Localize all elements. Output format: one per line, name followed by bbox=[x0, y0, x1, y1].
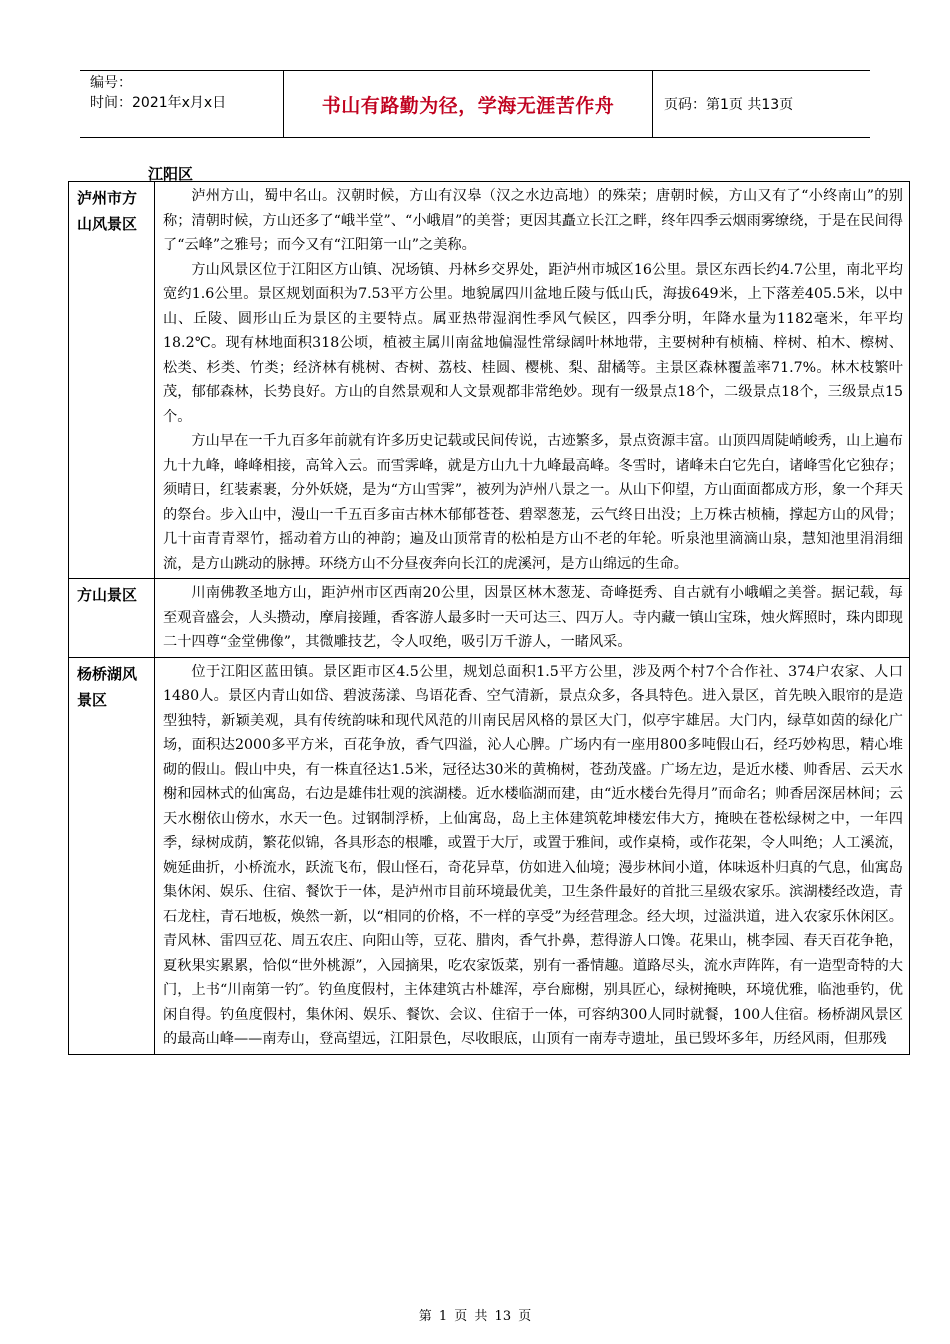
table-row bbox=[69, 579, 910, 658]
header-motto: 书山有路勤为径，学海无涯苦作舟 bbox=[321, 94, 615, 117]
document-date: 时间：2021年x月x日 bbox=[90, 95, 227, 111]
header-page-info: 页码：第1页 共13页 bbox=[664, 97, 794, 113]
paragraph: 川南佛教圣地方山，距泸州市区西南20公里，因景区林木葱茏、奇峰挺秀、自古就有小峨嵋之美誉。据记载，每至观音盛会，人头攒动，摩肩接踵，香客游人最多时一天可达三、四万人。寺内藏一镇山宝珠，烛火辉照时，珠内即现二十四尊“金堂佛像”，其微雕技艺，令人叹绝，吸引万千游人，一睹风采。 bbox=[163, 585, 903, 650]
row-label: 方山景区 bbox=[69, 579, 155, 658]
page-footer: 第 1 页 共 13 页 bbox=[418, 1309, 532, 1324]
paragraph: 位于江阳区蓝田镇。景区距市区4.5公里，规划总面积1.5平方公里，涉及两个村7个合作社、374户农家、人口1480人。景区内青山如岱、碧波荡漾、鸟语花香、空气清新，景点众多，各具特色。进入景区，首先映入眼帘的是造型独特，新颖美观，具有传统韵味和现代风范的川南民居风格的景区大门，似亭宇雄居。大门内，绿草如茵的绿化广场，面积达2000多平方米，百花争放，香气四溢，沁人心脾。广场内有一座用800多吨假山石，经巧妙构思，精心堆砌的假山。假山中央，有一株直径达1.5米，冠径达30米的黄桷树，苍劲茂盛。广场左边，是近水楼、帅香居、云天水榭和园林式的仙寓岛，右边是雄伟壮观的滨湖楼。近水楼临湖而建，由“近水楼台先得月”而命名；帅香居深居林间；云天水榭依山傍水，水天一色。过钢制浮桥，上仙寓岛，岛上主体建筑乾坤楼宏伟大方，掩映在苍松绿树之中，一年四季，绿树成荫，繁花似锦，各具形态的根雕，或置于大厅，或置于雅间，或作桌椅，或作花架，令人叫绝；人工溪流，婉延曲折，小桥流水，跃流飞布，假山怪石，奇花异草，仿如进入仙境；漫步林间小道，体味返朴归真的气息，仙寓岛集休闲、娱乐、住宿、餐饮于一体，是泸州市目前环境最优美，卫生条件最好的首批三星级农家乐。滨湖楼经改造，青石龙柱，青石地板，焕然一新，以“相同的价格，不一样的享受”为经营理念。经大坝，过溢洪道，进入农家乐休闲区。青风林、雷四豆花、周五农庄、向阳山等，豆花、腊肉，香气扑鼻，惹得游人口馋。花果山，桃李园、春天百花争艳，夏秋果实累累，恰似“世外桃源”，入园摘果，吃农家饭菜，别有一番情趣。道路尽头，流水声阵阵，有一造型奇特的大门，上书“川南第一钓″。钓鱼度假村，主体建筑古朴雄浑，亭台廊榭，别具匠心，绿树掩映，环境优雅，临池垂钓，优闲自得。钓鱼度假村，集休闲、娱乐、餐饮、会议、住宿于一体，可容纳300人同时就餐，100人住宿。杨桥湖风景区的最高山峰——南寿山，登高望远，江阳景色，尽收眼底，山顶有一南寿寺遗址，虽已毁坏多年，历经风雨，但那残 bbox=[163, 663, 903, 1047]
page-header bbox=[80, 70, 870, 138]
table-row bbox=[69, 182, 910, 579]
row-content bbox=[155, 579, 910, 658]
row-label: 杨桥湖风景区 bbox=[69, 657, 155, 1054]
document-number: 编号： bbox=[90, 75, 132, 91]
header-meta bbox=[90, 73, 280, 113]
row-content bbox=[155, 657, 910, 1054]
row-content bbox=[155, 182, 910, 579]
paragraph: 方山早在一千九百多年前就有许多历史记载或民间传说，古迹繁多，景点资源丰富。山顶四周陡峭峻秀，山上遍布九十九峰，峰峰相接，高耸入云。而雪霁峰，就是方山九十九峰最高峰。冬雪时，诸峰未白它先白，诸峰雪化它独存；须晴日，红装素裹，分外妖娆，是为“方山雪霁”，被列为泸州八景之一。从山下仰望，方山面面都成方形，象一个拜天的祭台。步入山中，漫山一千五百多亩古林木郁郁苍苍、碧翠葱茏，云气终日出没；上万株古桢楠，撑起方山的风骨；几十亩青青翠竹，摇动着方山的神韵；遍及山顶常青的松柏是方山不老的年轮。听泉池里滴滴山泉，慧知池里涓涓细流，是方山跳动的脉搏。环绕方山不分昼夜奔向长江的虎溪河，是方山绵远的生命。 bbox=[163, 433, 903, 572]
row-label: 泸州市方山风景区 bbox=[69, 182, 155, 579]
scenic-spots-table bbox=[68, 181, 910, 1055]
table-row bbox=[69, 657, 910, 1054]
header-divider bbox=[652, 71, 653, 137]
paragraph: 泸州方山，蜀中名山。汉朝时候，方山有汉皋（汉之水边高地）的殊荣；唐朝时候，方山又有了“小终南山”的别称；清朝时候，方山还多了“峨半堂”、“小峨眉”的美誉；更因其矗立长江之畔，终年四季云烟雨雾缭绕，于是在民间得了“云峰”之雅号；而今又有“江阳第一山”之美称。 bbox=[163, 188, 903, 253]
paragraph: 方山风景区位于江阳区方山镇、况场镇、丹林乡交界处，距泸州市城区16公里。景区东西长约4.7公里，南北平均宽约1.6公里。景区规划面积为7.53平方公里。地貌属四川盆地丘陵与低山氏，海拔649米，上下落差405.5米，以中山、丘陵、圆形山丘为景区的主要特点。属亚热带湿润性季风气候区，四季分明，年降水量为1182毫米，年平均18.2℃。现有林地面积318公顷，植被主属川南盆地偏湿性常绿阔叶林地带，主要树种有桢楠、梓树、柏木、檫树、松类、杉类、竹类；经济林有桃树、杏树、荔枝、桂圆、樱桃、梨、甜橘等。主景区森林覆盖率71.7%。林木枝繁叶茂，郁郁森林，长势良好。方山的自然景观和人文景观都非常绝妙。现有一级景点18个，二级景点18个，三级景点15个。 bbox=[163, 261, 903, 425]
section-title: 江阳区 bbox=[148, 165, 194, 183]
